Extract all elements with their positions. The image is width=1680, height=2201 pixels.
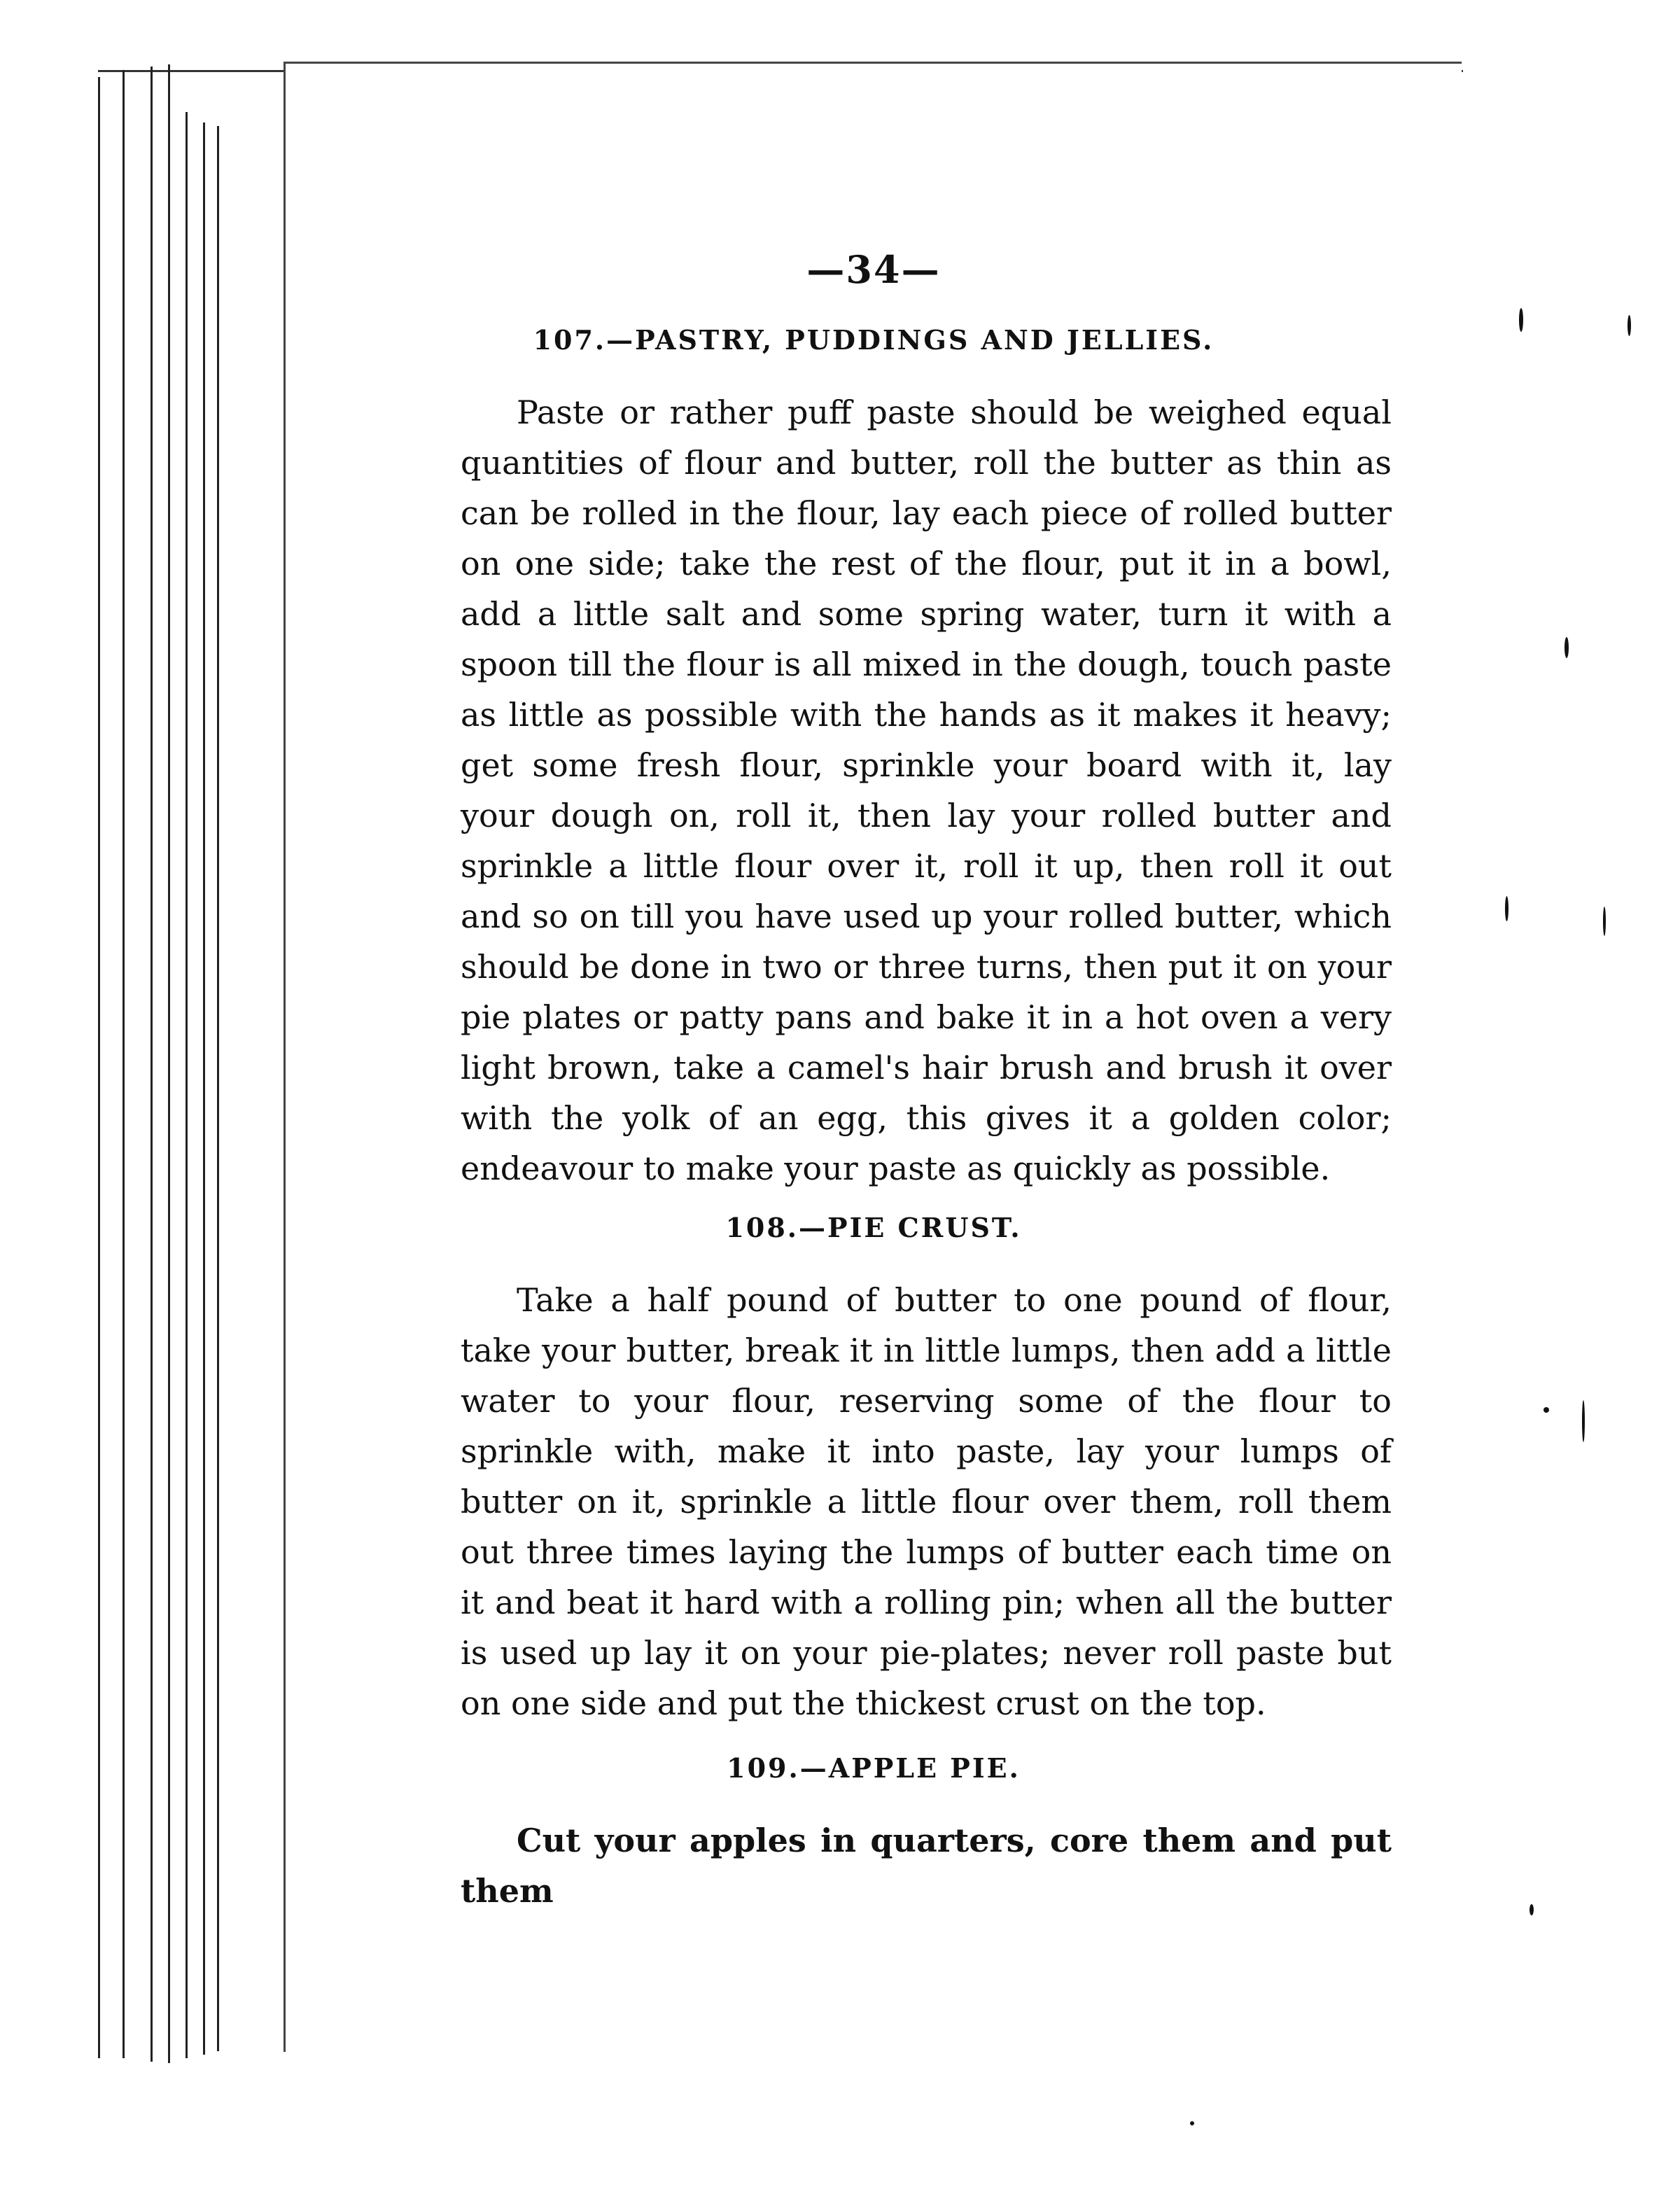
scan-speck [1582,1400,1585,1442]
scan-speck [1628,315,1631,336]
scan-speck [1190,2121,1194,2125]
page-edge-line [150,67,153,2062]
page-edge-line [186,112,188,2058]
paragraph: Take a half pound of butter to one pound of flour, take your butter, break it in little lumps, then add a little water to your flour, reserving some of the flour to sprinkle with, make it into paste, lay your lumps of butter on it, sprinkle a little flour over them, roll them out three times laying the lumps of butter each time on it and beat it hard with a rolling pin; when all the butter is used up lay it on your pie-plates; never roll paste but on one side and put the thickest crust on the top. [461,1281,1392,1722]
scan-speck [1530,1904,1534,1915]
section-heading-107: 107.—PASTRY, PUDDINGS AND JELLIES. [533,324,1214,356]
book-page [284,62,1462,2052]
page-edge-line [203,123,205,2055]
scan-speck [1603,907,1606,936]
page-edge-line [217,126,219,2051]
page-number: —34— [806,247,941,292]
scan-speck [1505,896,1508,921]
section-text-107 [461,387,1392,1194]
paragraph: Cut your apples in quarters, core them and put them [461,1822,1392,1910]
section-text-108 [461,1275,1392,1728]
page-edge-line [122,70,125,2058]
section-heading-108: 108.—PIE CRUST. [725,1212,1022,1243]
page-edge-line [98,77,100,2058]
scan-speck [1519,308,1523,332]
section-heading-109: 109.—APPLE PIE. [727,1752,1021,1784]
section-text-109 [461,1815,1392,1916]
page-edge-line [168,64,170,2063]
scan-speck [1544,1407,1549,1413]
scan-speck [1564,637,1569,658]
paragraph: Paste or rather puff paste should be weighed equal quantities of flour and butter, roll the butter as thin as can be rolled in the flour, lay each piece of rolled butter on one side; take the rest of the flour, put it in a bowl, add a little salt and some spring water, turn it with a spoon till the flour is all mixed in the dough, touch paste as little as possible with the hands as it makes it heavy; get some fresh flour, sprinkle your board with it, lay your dough on, roll it, then lay your rolled butter and sprinkle a little flour over it, roll it up, then roll it out and so on till you have used up your rolled butter, which should be done in two or three turns, then put it on your pie plates or patty pans and bake it in a hot oven a very light brown, take a camel's hair brush and brush it over with the yolk of an egg, this gives it a golden color; endeavour to make your paste as quickly as possible. [461,393,1392,1187]
